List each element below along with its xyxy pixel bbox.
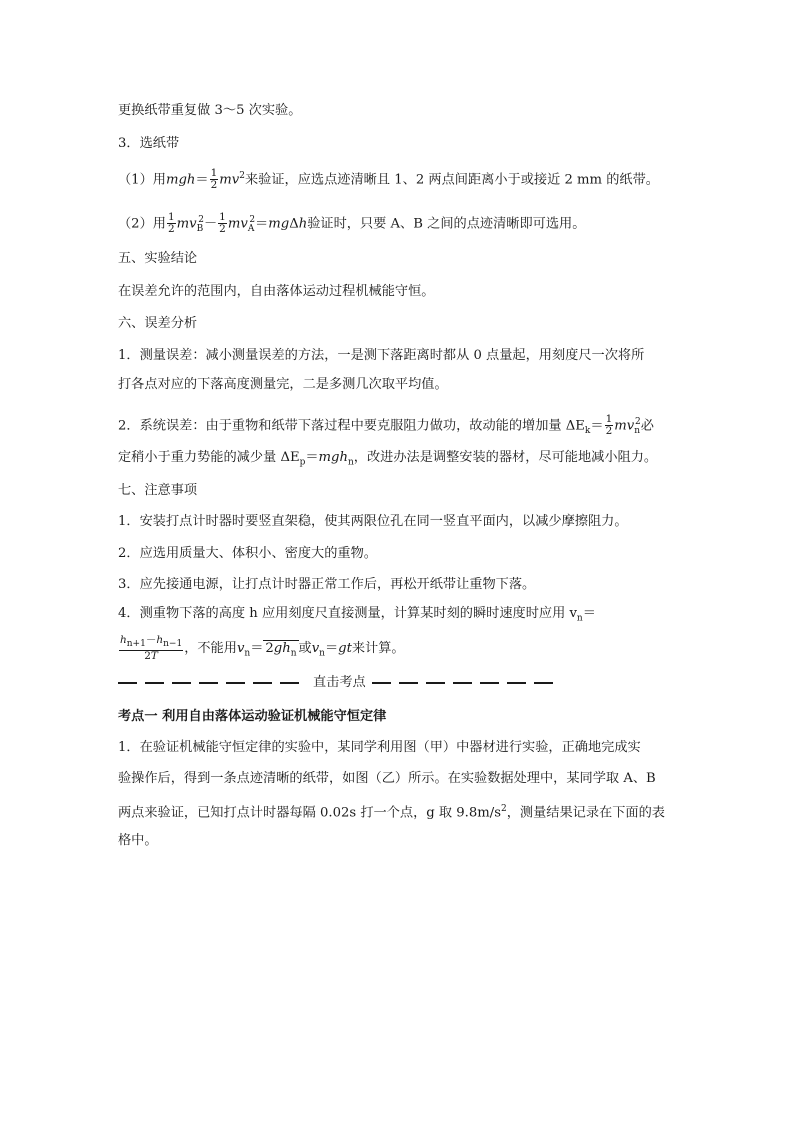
topic-heading: 考点一 利用自由落体运动验证机械能守恒定律: [118, 709, 387, 724]
paragraph-line: 3．应先接通电源，让打点计时器正常工作后，再松开纸带让重物下落。: [118, 577, 536, 592]
paragraph-line: （1）用mgh＝ $\frac{1}{2}$ $mv^2$来验证，应选点迹清晰且 1、2 两点间距离小于或接近 2 mm 的纸带。: [118, 167, 659, 192]
formula-fraction: $\frac{h_{n+1}-h_{n-1}}{2T}$: [120, 634, 183, 663]
paragraph-line: 1．在验证机械能守恒定律的实验中，某同学利用图（甲）中器材进行实验，正确地完成实: [118, 740, 641, 755]
paragraph-line: 验操作后，得到一条点迹清晰的纸带，如图（乙）所示。在实验数据处理中，某同学取 A、B: [118, 771, 656, 786]
paragraph-line: 更换纸带重复做 3～5 次实验。: [118, 103, 302, 118]
paragraph-line: 定稍小于重力势能的减少量 $\Delta E_p=mgh_n$，改进办法是调整安装的器材，尽可能地减小阻力。: [118, 450, 658, 468]
section-heading-error-analysis: 六、误差分析: [118, 316, 198, 331]
section-divider: [118, 673, 561, 693]
paragraph-line: 2．系统误差：由于重物和纸带下落过程中要克服阻力做功，故动能的增加量 $\Delta E_k=$ $\frac{1}{2}$ $mv_n^2$必: [118, 413, 654, 438]
section-heading-notes: 七、注意事项: [118, 483, 198, 498]
heading-select-tape: 3．选纸带: [118, 136, 180, 151]
formula-fraction: $\frac{1}{2}$: [210, 167, 218, 192]
section-heading-conclusion: 五、实验结论: [118, 251, 198, 266]
divider-label: 直击考点: [313, 675, 366, 690]
paragraph-line: 1．安装打点计时器时要竖直架稳，使其两限位孔在同一竖直平面内，以减少摩擦阻力。: [118, 514, 628, 529]
paragraph-line: 4．测重物下落的高度 h 应用刻度尺直接测量，计算某时刻的瞬时速度时应用 $v_n=$: [118, 606, 596, 624]
sqrt-formula: $2gh_n$: [263, 640, 298, 662]
paragraph-line: （2）用 $\frac{1}{2}$ $mv_B^2-$ $\frac{1}{2}$ $mv_A^2=mg\Delta h$验证时，只要 A、B 之间的点迹清晰即可选用。: [118, 211, 586, 236]
paragraph-line: 在误差允许的范围内，自由落体运动过程机械能守恒。: [118, 284, 435, 299]
paragraph-line: 1．测量误差：减小测量误差的方法，一是测下落距离时都从 0 点量起，用刻度尺一次将所: [118, 348, 645, 363]
paragraph-line: $\frac{h_{n+1}-h_{n-1}}{2T}$ ，不能用$v_n= 2gh_n$ 或$v_n=gt$来计算。: [120, 634, 405, 663]
paragraph-line: 两点来验证，已知打点计时器每隔 0.02s 打一个点，g 取 $9.8m/s^2$，测量结果记录在下面的表: [118, 804, 665, 821]
paragraph-line: 格中。: [118, 833, 158, 848]
paragraph-line: 打各点对应的下落高度测量完，二是多测几次取平均值。: [118, 377, 448, 392]
paragraph-line: 2．应选用质量大、体积小、密度大的重物。: [118, 546, 377, 561]
